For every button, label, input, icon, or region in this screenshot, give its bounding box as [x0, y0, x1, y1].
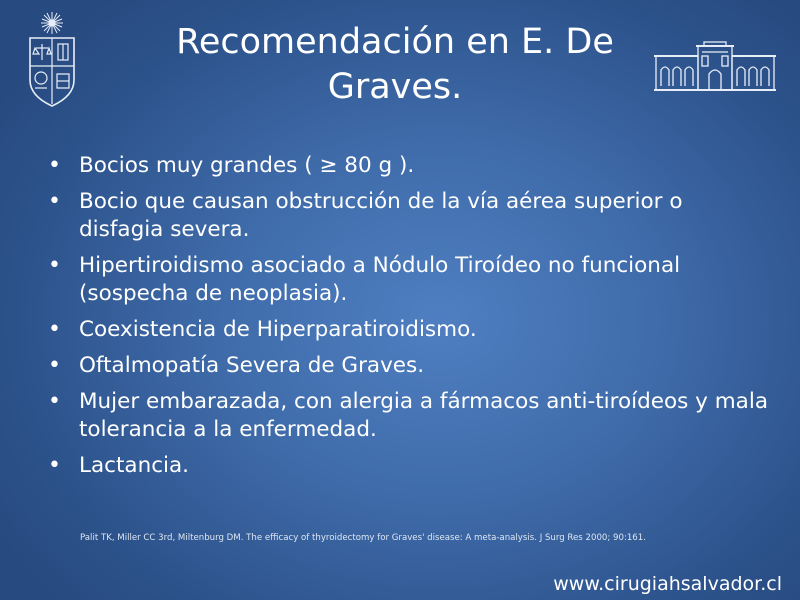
bullet-item	[48, 352, 768, 380]
bullet-text: Bocio que causan obstrucción de la vía aérea superior o disfagia severa.	[79, 189, 683, 242]
bullet-dot: •	[48, 253, 61, 278]
bullet-dot: •	[48, 353, 61, 378]
bullet-text: Mujer embarazada, con alergia a fármacos anti-tiroídeos y mala tolerancia a la enfermedad.	[79, 389, 769, 442]
bullet-item	[48, 252, 768, 308]
bullet-dot: •	[48, 189, 61, 214]
bullet-dot: •	[48, 153, 61, 178]
website-url: www.cirugiahsalvador.cl	[553, 573, 782, 595]
bullet-text: Lactancia.	[79, 453, 190, 478]
bullet-list	[48, 152, 768, 488]
bullet-text: Bocios muy grandes ( ≥ 80 g ).	[79, 153, 415, 178]
bullet-text: Coexistencia de Hiperparatiroidismo.	[79, 317, 477, 342]
bullet-item	[48, 152, 768, 180]
bullet-item	[48, 316, 768, 344]
bullet-dot: •	[48, 389, 61, 414]
bullet-text: Hipertiroidismo asociado a Nódulo Tiroídeo no funcional (sospecha de neoplasia).	[79, 253, 681, 306]
bullet-text: Oftalmopatía Severa de Graves.	[79, 353, 425, 378]
bullet-item	[48, 388, 768, 444]
university-crest-icon	[22, 10, 82, 110]
slide-title	[100, 20, 690, 110]
bullet-item	[48, 452, 768, 480]
reference-citation: Palit TK, Miller CC 3rd, Miltenburg DM. The efficacy of thyroidectomy for Graves' disease: A meta-analysis. J Surg Res 2000; 90:161.	[80, 533, 646, 543]
bullet-item	[48, 188, 768, 244]
bullet-dot: •	[48, 317, 61, 342]
bullet-dot: •	[48, 453, 61, 478]
title-line-2: Graves.	[327, 67, 463, 107]
title-line-1: Recomendación en E. De	[176, 22, 614, 62]
